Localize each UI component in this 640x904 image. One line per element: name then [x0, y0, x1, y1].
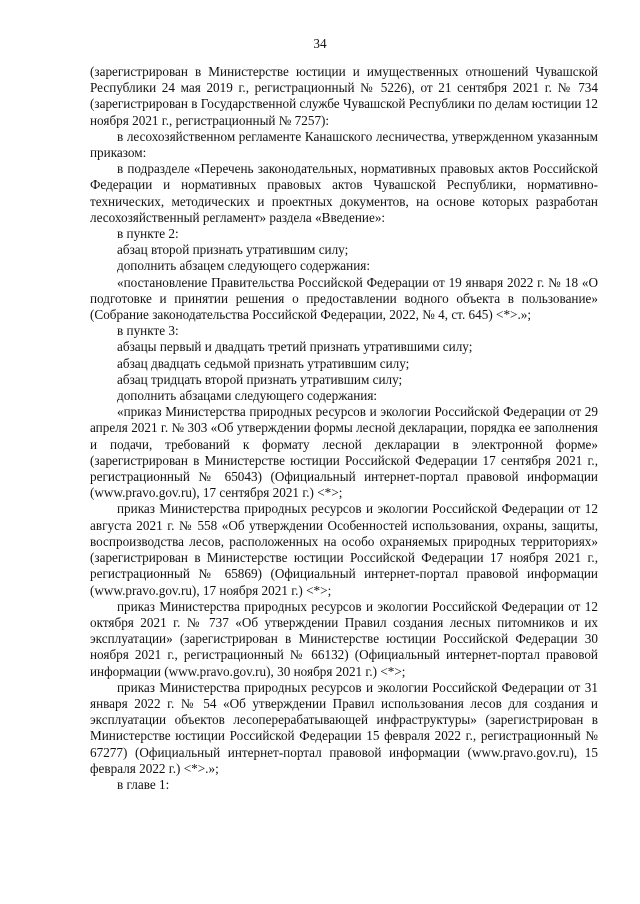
paragraph: в лесохозяйственном регламенте Канашского лесничества, утвержденном указанным приказом: — [90, 128, 598, 161]
paragraph: в пункте 3: — [117, 323, 179, 339]
paragraph: приказ Министерства природных ресурсов и экологии Российской Федерации от 12 октября 2021 г. № 737 «Об утверждении Правил создания лесных питомников и их эксплуатации» (зарегистрирован в Министерстве юстиции Российской Федерации 30 ноября 2021 г., регистрационный № 66132) (Официальный интернет-портал правовой информации (www.pravo.gov.ru), 30 ноября 2021 г.) <*>; — [90, 598, 598, 679]
paragraph: приказ Министерства природных ресурсов и экологии Российской Федерации от 31 января 2022 г. № 54 «Об утверждении Правил использования лесов для создания и эксплуатации объектов лесоперерабатывающей инфраструктуры» (зарегистрирован в Министерстве юстиции Российской Федерации 15 февраля 2022 г., регистрационный № 67277) (Официальный интернет-портал правовой информации (www.pravo.gov.ru), 15 февраля 2022 г.) <*>.»; — [90, 679, 598, 776]
paragraph: дополнить абзацем следующего содержания: — [117, 258, 371, 274]
paragraph: абзац тридцать второй признать утратившим силу; — [117, 371, 403, 387]
paragraph: «постановление Правительства Российской Федерации от 19 января 2022 г. № 18 «О подготовке и принятии решения о предоставлении водного объекта в пользование» (Собрание законодательства Российской Федерации, 2022, № 4, ст. 645) <*>.»; — [90, 274, 598, 323]
paragraph: в главе 1: — [117, 776, 170, 792]
paragraph: в пункте 2: — [117, 226, 179, 242]
paragraph: (зарегистрирован в Министерстве юстиции и имущественных отношений Чувашской Республики 24 мая 2019 г., регистрационный № 5226), от 21 сентября 2021 г. № 734 (зарегистрирован в Государственной службе Чувашской Республики по делам юстиции 12 ноября 2021 г., регистрационный № 7257): — [90, 64, 598, 128]
paragraph: абзац второй признать утратившим силу; — [117, 242, 349, 258]
page-number: 34 — [313, 36, 327, 51]
paragraph: абзацы первый и двадцать третий признать утратившими силу; — [117, 339, 473, 355]
paragraph: «приказ Министерства природных ресурсов и экологии Российской Федерации от 29 апреля 2021 г. № 303 «Об утверждении формы лесной декларации, порядка ее заполнения и подачи, требований к формату лесной декларации в электронной форме» (зарегистрирован в Министерстве юстиции Российской Федерации 17 сентября 2021 г., регистрационный № 65043) (Официальный интернет-портал правовой информации (www.pravo.gov.ru), 17 сентября 2021 г.) <*>; — [90, 404, 598, 501]
paragraph: абзац двадцать седьмой признать утратившим силу; — [117, 355, 410, 371]
paragraph: в подразделе «Перечень законодательных, нормативных правовых актов Российской Федерации и нормативных правовых актов Чувашской Республики, нормативно-технических, методических и проектных документов, на основе которых разработан лесохозяйственный регламент» раздела «Введение»: — [90, 161, 598, 225]
paragraph: дополнить абзацами следующего содержания: — [117, 388, 378, 404]
paragraph: приказ Министерства природных ресурсов и экологии Российской Федерации от 12 августа 2021 г. № 558 «Об утверждении Особенностей использования, охраны, защиты, воспроизводства лесов, расположенных на особо охраняемых природных территориях» (зарегистрирован в Министерстве юстиции Российской Федерации 17 ноября 2021 г., регистрационный № 65869) (Официальный интернет-портал правовой информации (www.pravo.gov.ru), 17 ноября 2021 г.) <*>; — [90, 501, 598, 598]
body-text — [90, 64, 598, 793]
